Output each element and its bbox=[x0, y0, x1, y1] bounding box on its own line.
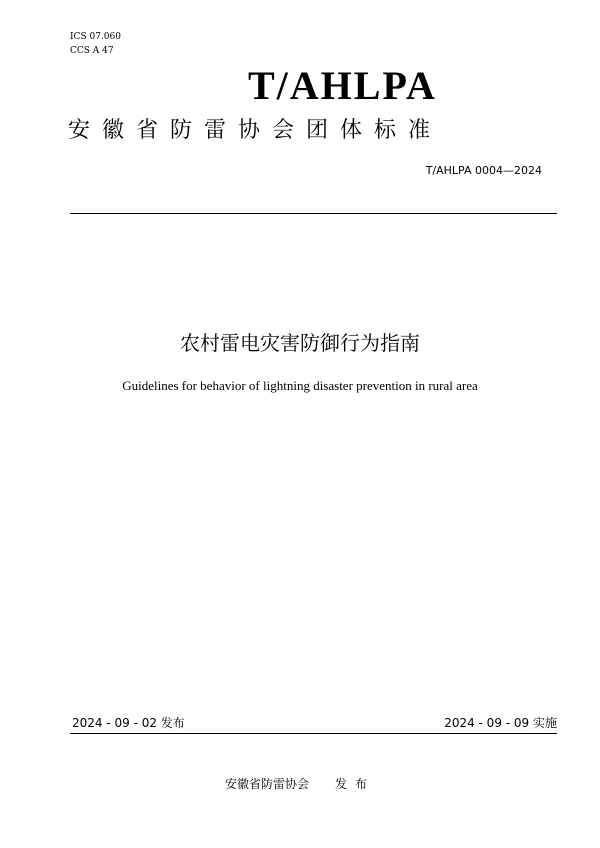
organization-standard-title: 安徽省防雷协会团体标准 bbox=[68, 118, 443, 143]
top-divider bbox=[70, 213, 557, 214]
publisher-line bbox=[0, 777, 600, 792]
document-title-english: Guidelines for behavior of lightning disaster prevention in rural area bbox=[122, 378, 478, 393]
implement-date: 2024 - 09 - 09 实施 bbox=[444, 716, 557, 730]
issue-label: 发布 bbox=[335, 777, 376, 791]
ics-code: ICS 07.060 bbox=[70, 32, 121, 42]
standard-code-large: T/AHLPA bbox=[248, 63, 437, 108]
publisher-name: 安徽省防雷协会 bbox=[224, 777, 309, 791]
classification-codes bbox=[70, 30, 121, 58]
bottom-divider bbox=[70, 733, 557, 734]
publish-date: 2024 - 09 - 02 发布 bbox=[72, 716, 185, 730]
standard-number: T/AHLPA 0004—2024 bbox=[425, 164, 542, 177]
document-title-chinese: 农村雷电灾害防御行为指南 bbox=[180, 331, 420, 355]
ccs-code: CCS A 47 bbox=[70, 46, 114, 56]
